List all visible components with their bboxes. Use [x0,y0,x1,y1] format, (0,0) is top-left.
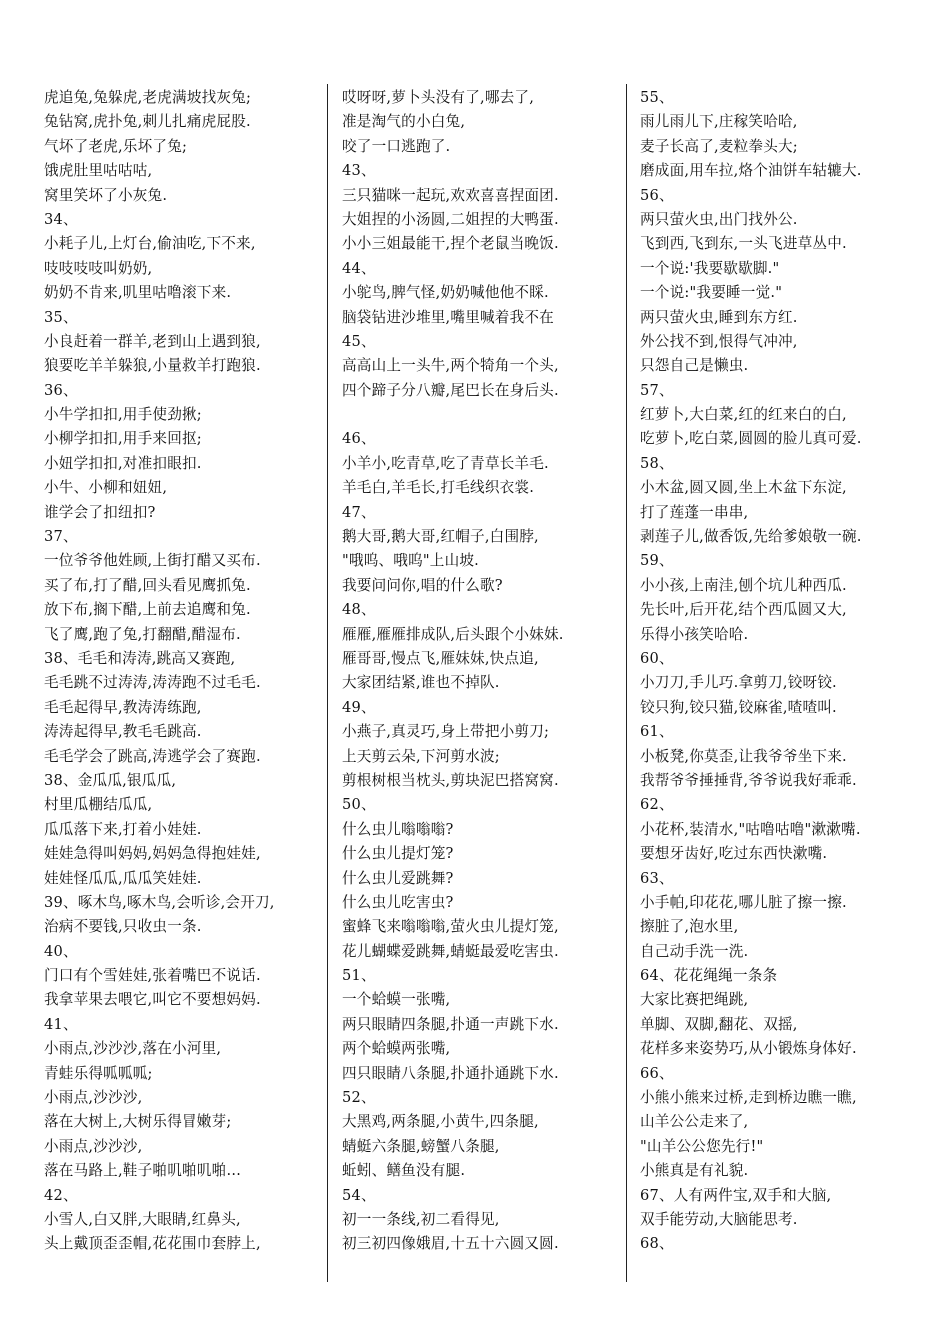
text-line: 飞到西,飞到东,一头飞进草丛中. [640,235,847,253]
text-line: 小熊真是有礼貌. [640,1162,749,1180]
text-line: 窝里笑坏了小灰兔. [44,186,168,204]
text-line: 饿虎肚里咕咕咕, [44,162,153,180]
text-line: 44、 [342,259,376,277]
text-line: 51、 [342,967,376,985]
text-line: 35、 [44,308,78,326]
text-line: 先长叶,后开花,结个西瓜圆又大, [640,601,847,619]
text-line: 蚯蚓、鳝鱼没有腿. [342,1162,466,1180]
text-line: 50、 [342,796,376,814]
text-line: 初一一条线,初二看得见, [342,1210,500,1228]
text-line: 小小孩,上南洼,刨个坑儿种西瓜. [640,576,847,594]
text-line: 58、 [640,454,674,472]
text-line: 大姐捏的小汤圆,二姐捏的大鸭蛋. [342,210,559,228]
text-line: 59、 [640,552,674,570]
text-line: 磨成面,用车拉,烙个油饼车轱辘大. [640,162,862,180]
text-line: 小鸵鸟,脾气怪,奶奶喊他他不睬. [342,284,549,302]
text-line: 我帮爷爷捶捶背,爷爷说我好乖乖. [640,771,857,789]
text-line: 咬了一口逃跑了. [342,137,451,155]
text-line: 双手能劳动,大脑能思考. [640,1210,798,1228]
text-line: 麦子长高了,麦粒拳头大; [640,137,798,155]
text-line: 41、 [44,1015,78,1033]
text-line: 64、花花绳绳一条条 [640,967,778,985]
text-line: 45、 [342,332,376,350]
text-line: 村里瓜棚结瓜瓜, [44,796,153,814]
text-line: 小雪人,白又胖,大眼睛,红鼻头, [44,1210,241,1228]
text-line: 高高山上一头牛,两个犄角一个头, [342,357,559,375]
text-line: 小熊小熊来过桥,走到桥边瞧一瞧, [640,1089,857,1107]
text-line: 37、 [44,528,78,546]
text-line: 一个说:"我要睡一觉." [640,284,783,302]
column-divider [327,84,328,1282]
text-line: 两只萤火虫,睡到东方红. [640,308,798,326]
text-line: 什么虫儿嗡嗡嗡? [342,820,454,838]
text-line: 蜻蜓六条腿,螃蟹八条腿, [342,1137,500,1155]
text-line: 36、 [44,381,78,399]
text-line: 38、金瓜瓜,银瓜瓜, [44,771,177,789]
text-line: 42、 [44,1186,78,1204]
text-line: 小牛、小柳和妞妞, [44,479,168,497]
text-line: 两只眼睛四条腿,扑通一声跳下水. [342,1015,559,1033]
text-line: 青蛙乐得呱呱呱; [44,1064,153,1082]
text-line: 66、 [640,1064,674,1082]
text-line: 单脚、双脚,翻花、双摇, [640,1015,798,1033]
text-line: 鹅大哥,鹅大哥,红帽子,白围脖, [342,528,539,546]
text-line: 毛毛学会了跳高,涛逃学会了赛跑. [44,747,261,765]
text-line: 飞了鹰,跑了兔,打翻醋,醋湿布. [44,625,241,643]
text-line: 治病不要钱,只收虫一条. [44,918,202,936]
text-line: 要想牙齿好,吃过东西快漱嘴. [640,845,828,863]
text-line: 56、 [640,186,674,204]
text-line: 只怨自己是懒虫. [640,357,749,375]
text-line: 52、 [342,1089,376,1107]
text-line: 什么虫儿提灯笼? [342,845,454,863]
text-line: 三只猫咪一起玩,欢欢喜喜捏面团. [342,186,559,204]
text-line: 38、毛毛和涛涛,跳高又赛跑, [44,649,236,667]
text-line: 43、 [342,162,376,180]
column-divider [626,84,627,1282]
text-line: 小木盆,圆又圆,坐上木盆下东淀, [640,479,847,497]
text-line: 我拿苹果去喂它,叫它不要想妈妈. [44,991,261,1009]
text-line: 一位爷爷他姓顾,上街打醋又买布. [44,552,261,570]
text-line: 小羊小,吃青草,吃了青草长羊毛. [342,454,549,472]
text-line: 小耗子儿,上灯台,偷油吃,下不来, [44,235,256,253]
text-line: 乐得小孩笑哈哈. [640,625,749,643]
text-line: 54、 [342,1186,376,1204]
text-line: 娃娃急得叫妈妈,妈妈急得抱娃娃, [44,845,261,863]
text-line: 什么虫儿吃害虫? [342,893,454,911]
text-line: 门口有个雪娃娃,张着嘴巴不说话. [44,967,261,985]
text-line: 头上戴顶歪歪帽,花花围巾套脖上, [44,1235,261,1253]
text-line: 小牛学扣扣,用手使劲揪; [44,406,202,424]
text-line: 毛毛跳不过涛涛,涛涛跑不过毛毛. [44,674,261,692]
text-line: 上天剪云朵,下河剪水波; [342,747,500,765]
text-line: 小板凳,你莫歪,让我爷爷坐下来. [640,747,847,765]
text-line: 40、 [44,942,78,960]
text-line: 哎呀呀,萝卜头没有了,哪去了, [342,89,535,106]
text-line: 羊毛白,羊毛长,打毛线织衣裳. [342,479,535,497]
text-line: 红萝卜,大白菜,红的红来白的白, [640,406,847,424]
text-line: 雁哥哥,慢点飞,雁妹妹,快点追, [342,649,539,667]
text-line: 打了莲蓬一串串, [640,503,749,521]
text-line: 大黑鸡,两条腿,小黄牛,四条腿, [342,1113,539,1131]
text-line: 小雨点,沙沙沙,落在小河里, [44,1040,222,1058]
text-line: 虎追兔,兔躲虎,老虎满坡找灰兔; [44,89,252,106]
text-line: 小花杯,装清水,"咕噜咕噜"漱漱嘴. [640,820,861,838]
text-line: 涛涛起得早,教毛毛跳高. [44,723,202,741]
text-line: 两只萤火虫,出门找外公. [640,210,798,228]
text-line: 47、 [342,503,376,521]
text-line: 铰只狗,铰只猫,铰麻雀,喳喳叫. [640,698,837,716]
text-line: 毛毛起得早,教涛涛练跑, [44,698,202,716]
text-line: 34、 [44,210,78,228]
text-line: 两个蛤蟆两张嘴, [342,1040,451,1058]
text-line: 买了布,打了醋,回头看见鹰抓兔. [44,576,251,594]
text-line: 四个蹄子分八瓣,尾巴长在身后头. [342,381,559,399]
text-line: 雨儿雨儿下,庄稼笑哈哈, [640,113,798,131]
text-line: 46、 [342,430,376,448]
text-line: 48、 [342,601,376,619]
text-column-left [44,86,316,1257]
text-line: 小小三姐最能干,捏个老鼠当晚饭. [342,235,559,253]
text-line: 擦脏了,泡水里, [640,918,739,936]
text-column-right [640,86,918,1257]
text-line: 小手帕,印花花,哪儿脏了擦一擦. [640,893,847,911]
text-line: 准是淘气的小白兔, [342,113,466,131]
text-line: 一个说:'我要歇歇脚." [640,259,780,277]
text-line: 57、 [640,381,674,399]
text-line: "山羊公公您先行!" [640,1137,764,1155]
text-line: 吃萝卜,吃白菜,圆圆的脸儿真可爱. [640,430,862,448]
text-line: 初三初四像娥眉,十五十六圆又圆. [342,1235,559,1253]
text-line: 49、 [342,698,376,716]
text-line: 60、 [640,649,674,667]
text-line: 小雨点,沙沙沙, [44,1089,143,1107]
text-line: "哦呜、哦呜"上山坡. [342,552,480,570]
text-line: 小刀刀,手儿巧.拿剪刀,铰呀铰. [640,674,837,692]
text-line: 落在大树上,大树乐得冒嫩芽; [44,1113,232,1131]
text-line: 小雨点,沙沙沙, [44,1137,143,1155]
text-line: 四只眼睛八条腿,扑通扑通跳下水. [342,1064,559,1082]
text-line: 一个蛤蟆一张嘴, [342,991,451,1009]
text-line: 大家团结紧,谁也不掉队. [342,674,500,692]
text-line: 什么虫儿爱跳舞? [342,869,454,887]
text-line: 55、 [640,89,674,106]
text-line [342,403,616,427]
text-line: 放下布,搁下醋,上前去追鹰和兔. [44,601,251,619]
text-line: 蜜蜂飞来嗡嗡嗡,萤火虫儿提灯笼, [342,918,559,936]
text-line: 花儿蝴蝶爱跳舞,蜻蜓最爱吃害虫. [342,942,559,960]
text-line: 兔钻窝,虎扑兔,刺儿扎痛虎屁股. [44,113,251,131]
text-line: 山羊公公走来了, [640,1113,749,1131]
text-line: 大家比赛把绳跳, [640,991,749,1009]
text-line: 狼要吃羊羊躲狼,小量救羊打跑狼. [44,357,261,375]
text-line: 雁雁,雁雁排成队,后头跟个小妹妹. [342,625,564,643]
text-line: 67、人有两件宝,双手和大脑, [640,1186,832,1204]
text-line: 剪根树根当枕头,剪块泥巴搭窝窝. [342,771,559,789]
text-line: 39、啄木鸟,啄木鸟,会听诊,会开刀, [44,893,275,911]
text-line: 吱吱吱吱叫奶奶, [44,259,153,277]
text-line: 瓜瓜落下来,打着小娃娃. [44,820,202,838]
text-line: 62、 [640,796,674,814]
text-line: 我要问问你,唱的什么歌? [342,576,503,594]
text-line: 68、 [640,1235,674,1253]
text-line: 小柳学扣扣,用手来回抠; [44,430,202,448]
text-line: 61、 [640,723,674,741]
text-line: 小妞学扣扣,对准扣眼扣. [44,454,202,472]
text-line: 落在马路上,鞋子啪叽啪叽啪… [44,1162,242,1180]
text-column-middle [342,86,616,1257]
text-line: 小良赶着一群羊,老到山上遇到狼, [44,332,261,350]
text-line: 气坏了老虎,乐坏了兔; [44,137,188,155]
text-line: 外公找不到,恨得气冲冲, [640,332,798,350]
text-line: 谁学会了扣纽扣? [44,503,156,521]
text-line: 花样多来姿势巧,从小锻炼身体好. [640,1040,857,1058]
text-line: 小燕子,真灵巧,身上带把小剪刀; [342,723,550,741]
text-line: 奶奶不肯来,叽里咕噜滚下来. [44,284,232,302]
text-line: 剥莲子儿,做香饭,先给爹娘敬一碗. [640,528,862,546]
text-line: 娃娃怪瓜瓜,瓜瓜笑娃娃. [44,869,202,887]
text-line: 自己动手洗一洗. [640,942,749,960]
text-line: 63、 [640,869,674,887]
text-line: 脑袋钻进沙堆里,嘴里喊着我不在 [342,308,554,326]
